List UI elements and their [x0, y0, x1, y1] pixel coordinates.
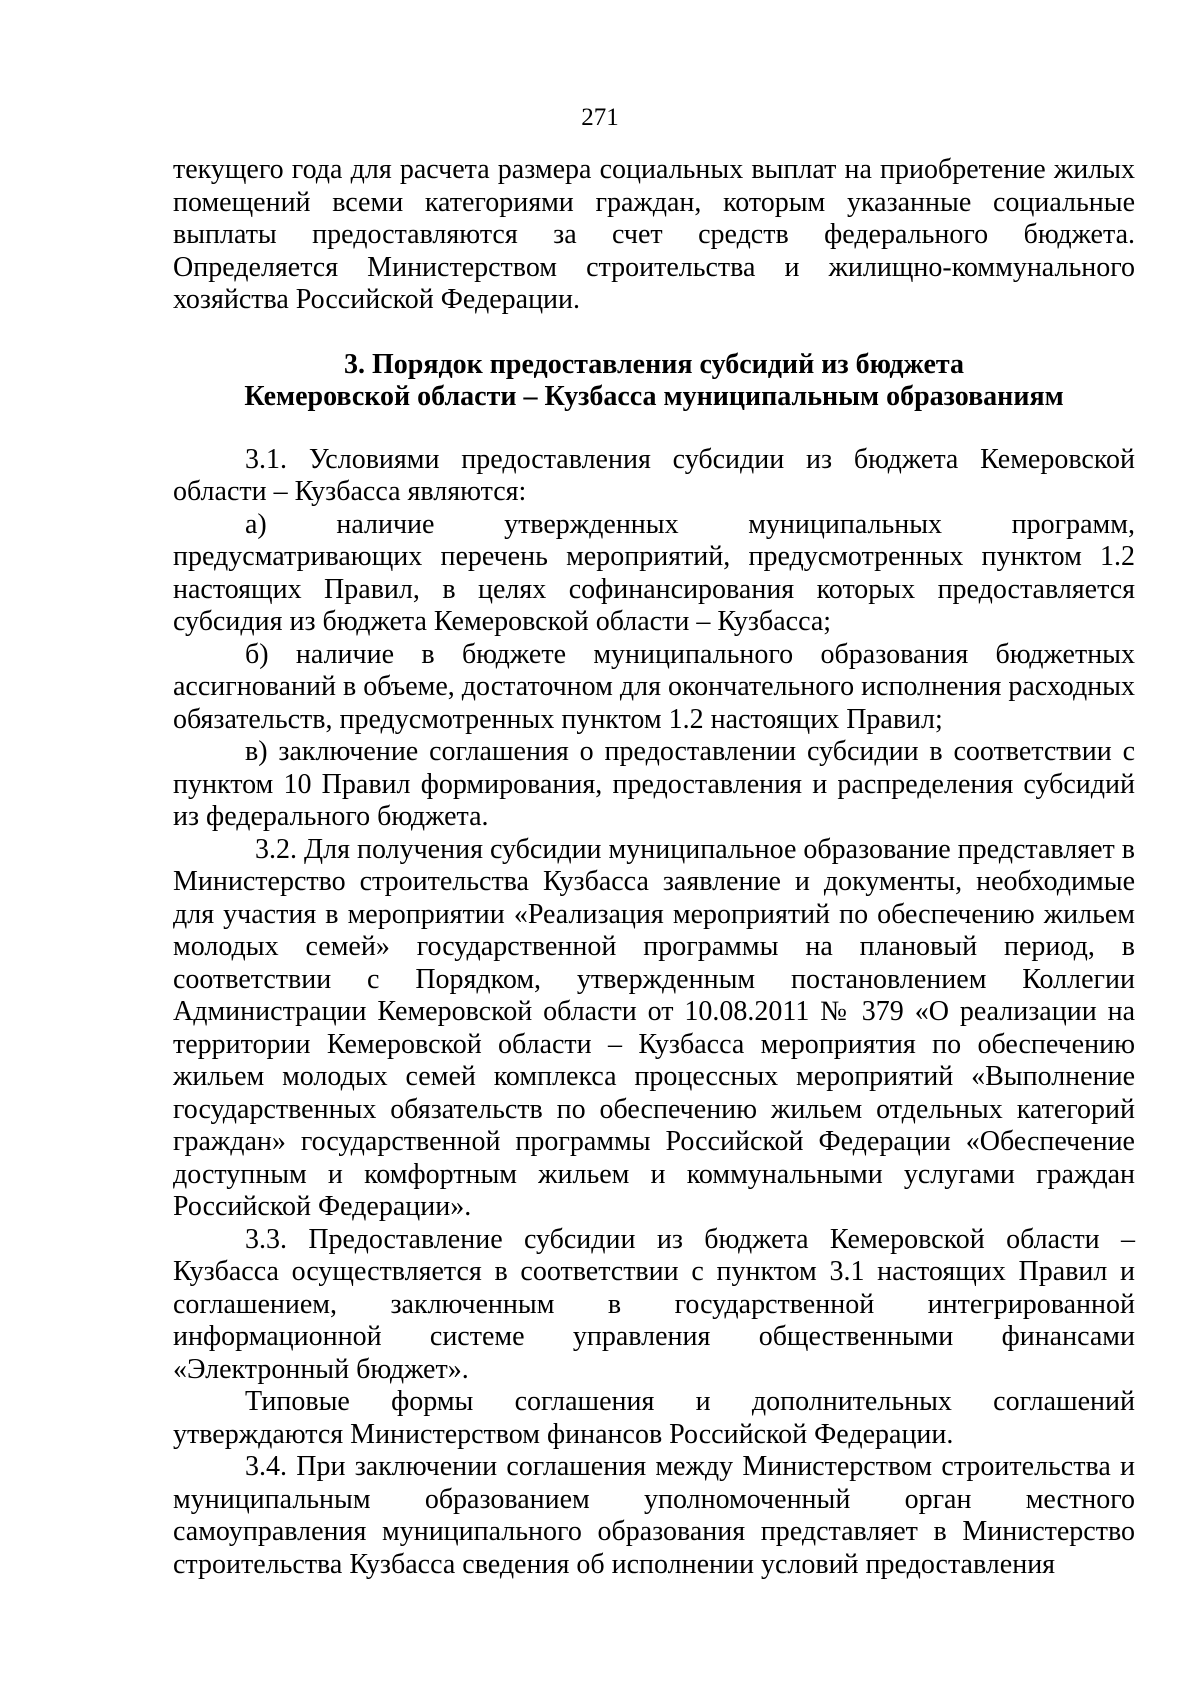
paragraph-3-4: 3.4. При заключении соглашения между Министерством строительства и муниципальным образованием уполномоченный орган местного самоуправления муниципального образования представляет в Министерство строительства Кузбасса сведения об исполнении условий предоставления — [173, 1451, 1135, 1580]
section-heading-line-2: Кемеровской области – Кузбасса муниципальным образованиям — [244, 381, 1064, 412]
paragraph-3-1-b: б) наличие в бюджете муниципального образования бюджетных ассигнований в объеме, достаточном для окончательного исполнения расходных обязательств, предусмотренных пунктом 1.2 настоящих Правил; — [173, 638, 1135, 735]
paragraph-3-1: 3.1. Условиями предоставления субсидии из бюджета Кемеровской области – Кузбасса являются: — [173, 443, 1135, 507]
paragraph-3-3-forms: Типовые формы соглашения и дополнительных соглашений утверждаются Министерством финансов Российской Федерации. — [173, 1386, 1135, 1450]
section-heading-line-1: 3. Порядок предоставления субсидий из бюджета — [343, 348, 965, 380]
paragraph-intro: текущего года для расчета размера социальных выплат на приобретение жилых помещений всеми категориями граждан, которым указанные социальные выплаты предоставляются за счет средств федерального бюджета. Определяется Министерством строительства и жилищно-коммунального хозяйства Российской Федерации. — [173, 154, 1135, 315]
document-body — [173, 154, 1135, 1581]
paragraph-3-1-v: в) заключение соглашения о предоставлении субсидии в соответствии с пунктом 10 Правил формирования, предоставления и распределения субсидий из федерального бюджета. — [173, 736, 1135, 832]
paragraph-3-2: 3.2. Для получения субсидии муниципальное образование представляет в Министерство строительства Кузбасса заявление и документы, необходимые для участия в мероприятии «Реализация мероприятий по обеспечению жильем молодых семей» государственной программы на плановый период, в соответствии с Порядком, утвержденным постановлением Коллегии Администрации Кемеровской области от 10.08.2011 № 379 «О реализации на территории Кемеровской области – Кузбасса мероприятия по обеспечению жильем молодых семей комплекса процессных мероприятий «Выполнение государственных обязательств по обеспечению жильем отдельных категорий граждан» государственной программы Российской Федерации «Обеспечение доступным и комфортным жильем и коммунальными услугами граждан Российской Федерации». — [173, 833, 1135, 1222]
section-heading — [173, 349, 1135, 414]
page-number: 271 — [581, 104, 619, 131]
paragraph-3-1-a: а) наличие утвержденных муниципальных программ, предусматривающих перечень мероприятий, предусмотренных пунктом 1.2 настоящих Правил, в целях софинансирования которых предоставляется субсидия из бюджета Кемеровской области – Кузбасса; — [173, 508, 1135, 637]
paragraph-3-3: 3.3. Предоставление субсидии из бюджета Кемеровской области – Кузбасса осуществляется в соответствии с пунктом 3.1 настоящих Правил и соглашением, заключенным в государственной интегрированной информационной системе управления общественными финансами «Электронный бюджет». — [173, 1223, 1135, 1385]
